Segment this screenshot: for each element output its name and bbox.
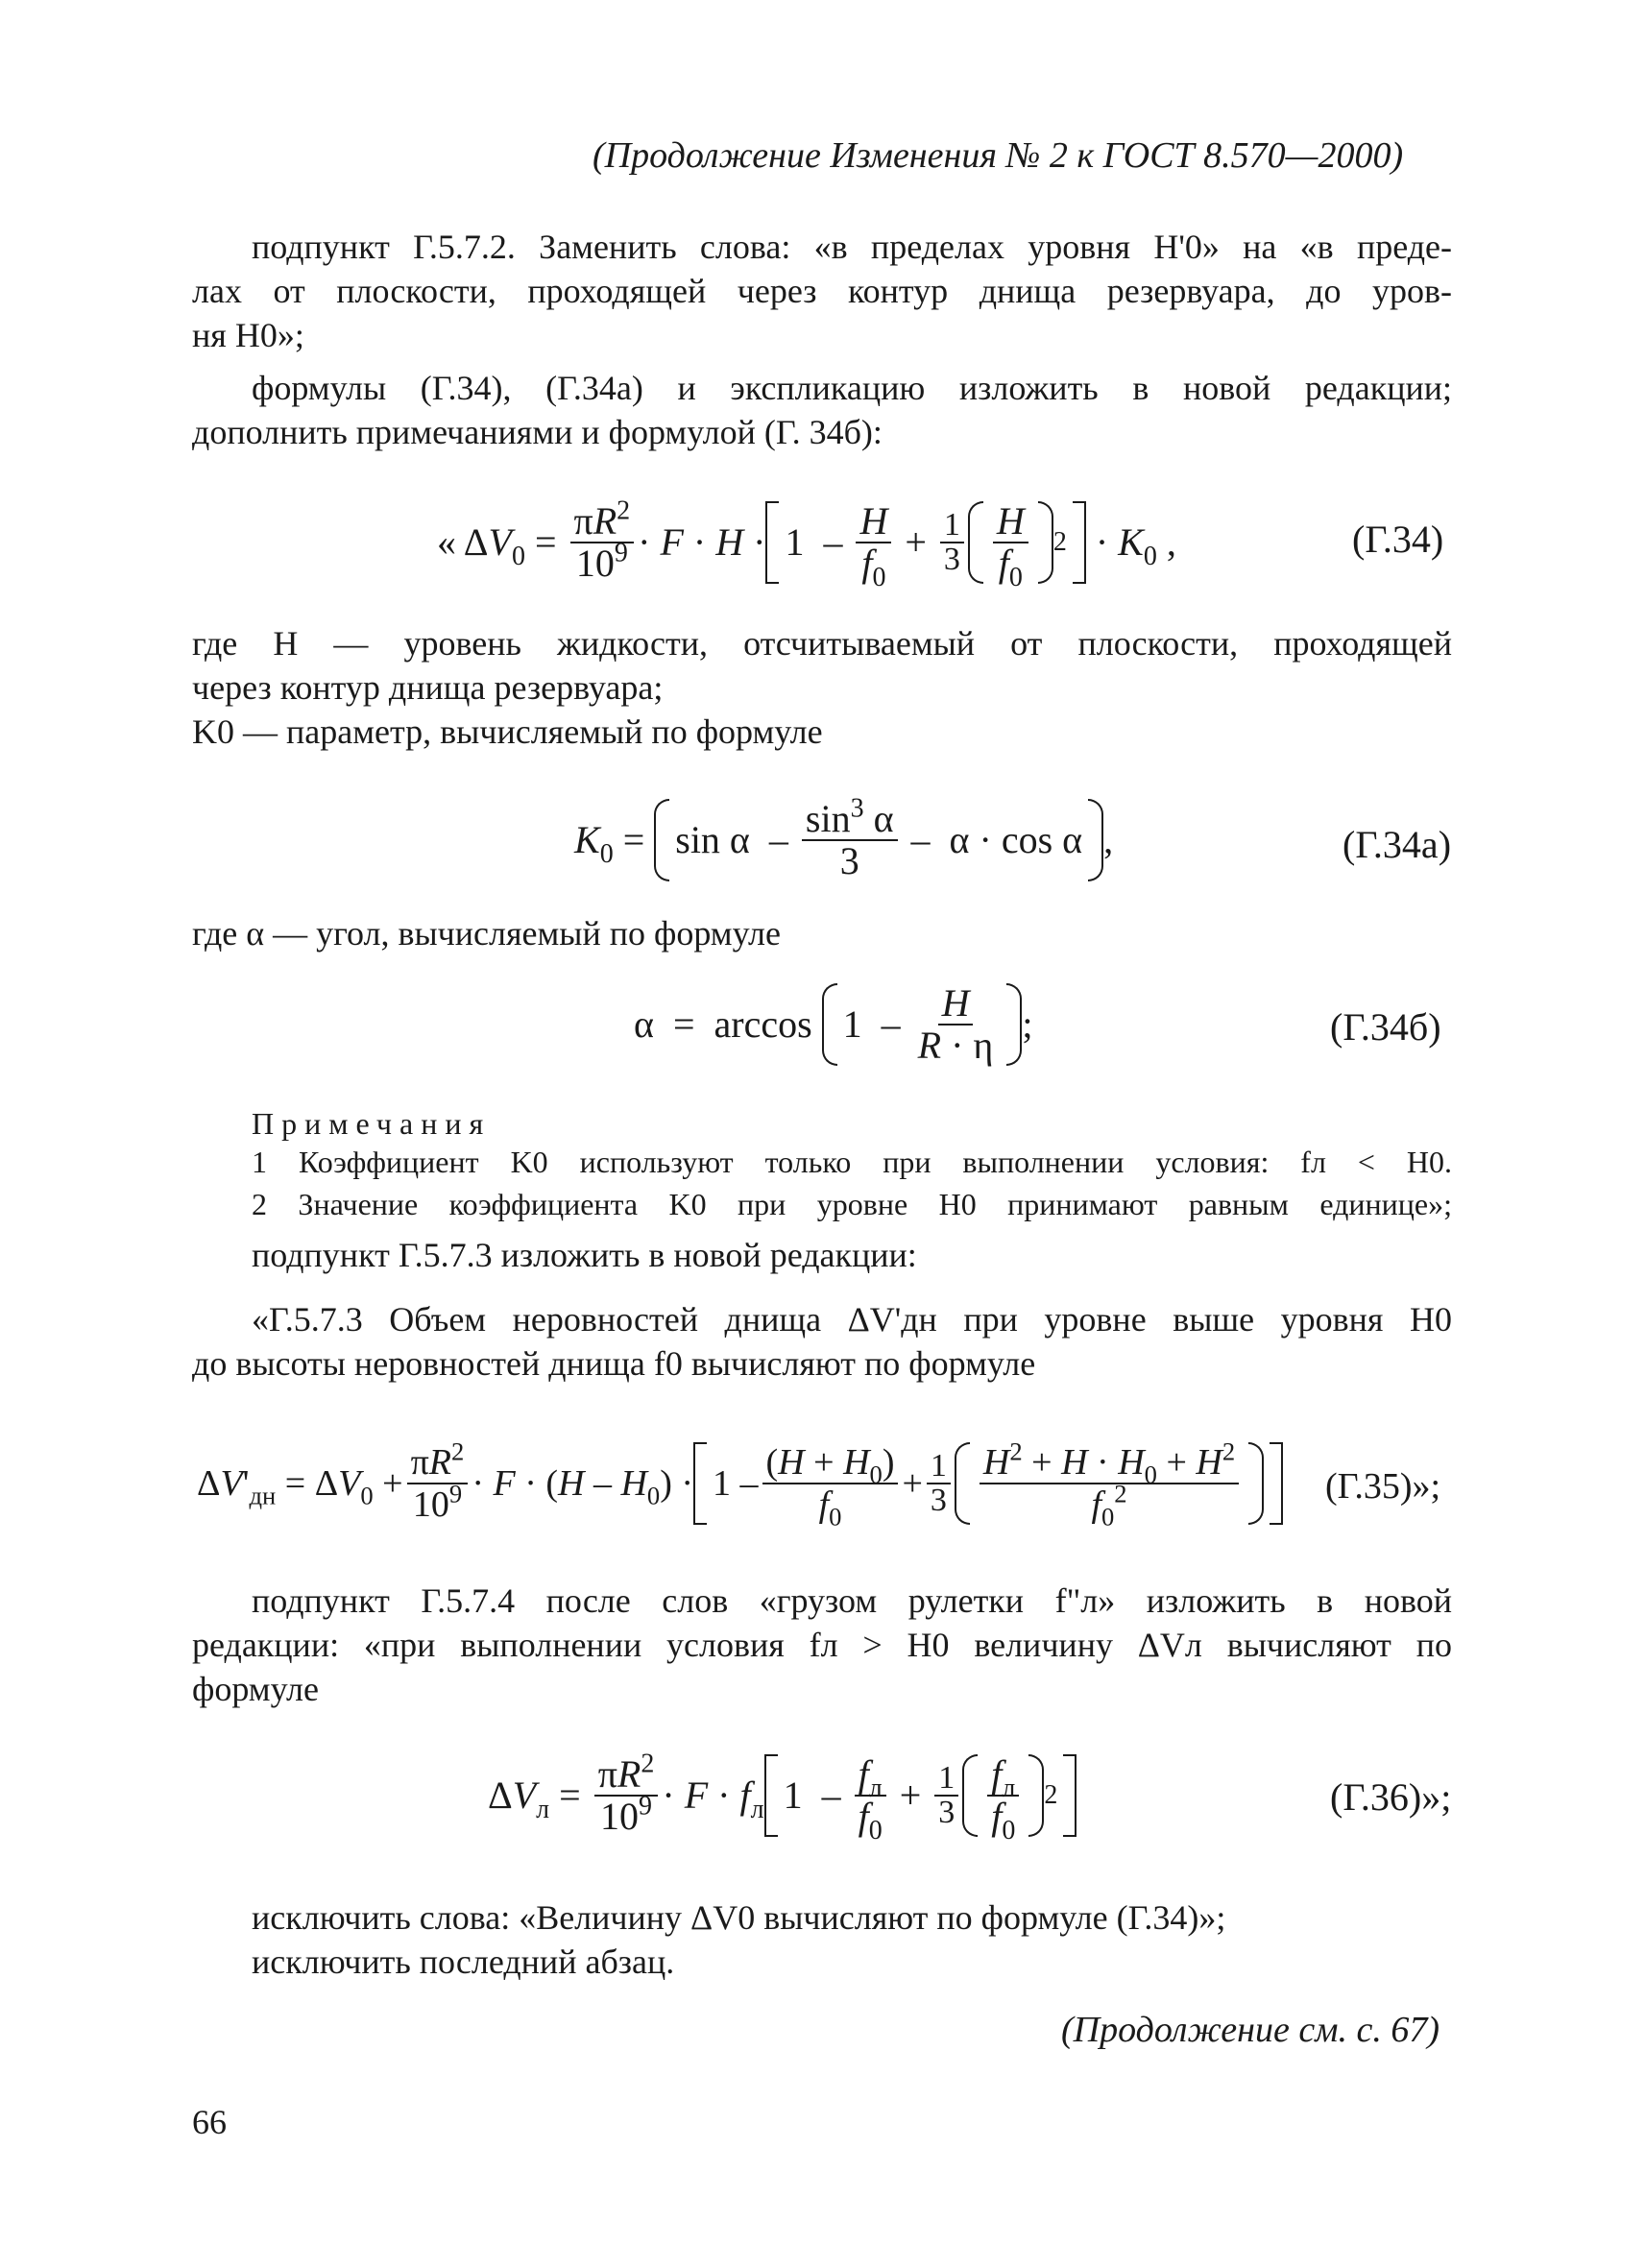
paragraph-4-line-2: до высоты неровностей днища f0 вычисляют по формуле [192, 1344, 1036, 1383]
paragraph-5-line-2: редакции: «при выполнении условия fл > H0 величину ΔVл вычисляют по [192, 1626, 1452, 1664]
paragraph-1-line-3: ня H0»; [192, 316, 304, 354]
equation-number-g34: (Г.34) [1352, 518, 1444, 561]
where-alpha: где α — угол, вычисляемый по формуле [192, 914, 781, 953]
paragraph-5-line-1: подпункт Г.5.7.4 после слов «грузом рулетки f"л» изложить в новой [252, 1581, 1452, 1620]
paragraph-6-line-1: исключить слова: «Величину ΔV0 вычисляют по формуле (Г.34)»; [252, 1898, 1226, 1937]
equation-number-g34a: (Г.34а) [1343, 823, 1452, 866]
paragraph-1-line-2: лах от плоскости, проходящей через контур днища резервуара, до уров- [192, 272, 1452, 310]
equation-number-g34b: (Г.34б) [1330, 1005, 1441, 1049]
paragraph-4-line-1: «Г.5.7.3 Объем неровностей днища ΔV'дн при уровне выше уровня H0 [252, 1300, 1452, 1339]
paragraph-6-line-2: исключить последний абзац. [252, 1942, 675, 1981]
where-h-line-1: где H — уровень жидкости, отсчитываемый от плоскости, проходящей [192, 624, 1452, 663]
where-h-line-2: через контур днища резервуара; [192, 668, 664, 707]
where-k0: K0 — параметр, вычисляемый по формуле [192, 712, 823, 751]
paragraph-2-line-1: формулы (Г.34), (Г.34а) и экспликацию изложить в новой редакции; [252, 369, 1452, 407]
page-number: 66 [192, 2103, 227, 2141]
formula-g34: « $\Delta V_0$ = $\frac{\pi R^2}{10^9}$ · F · H · 1 – $\frac{H}{f_0}$ + $\frac{1}{3}$ $\frac{H}{f_0}$ 2 · $K_0$ , [437, 495, 1176, 592]
page-header: (Продолжение Изменения № 2 к ГОСТ 8.570—2000) [593, 135, 1404, 176]
paragraph-1-line-1: подпункт Г.5.7.2. Заменить слова: «в пределах уровня H'0» на «в преде- [252, 228, 1452, 266]
continuation-note: (Продолжение см. с. 67) [1061, 2010, 1440, 2050]
note-2: 2 Значение коэффициента K0 при уровне H0 принимают равным единице»; [252, 1187, 1452, 1221]
formula-g34a: $K_0$ = sin α – $\frac{\sin^3 \alpha}{3}$ – α · cos α , [574, 793, 1114, 882]
note-1: 1 Коэффициент K0 используют только при выполнении условия: fл < H0. [252, 1145, 1452, 1179]
equation-number-g35: (Г.35)»; [1325, 1466, 1441, 1507]
formula-g36: $\Delta V_л$ = $\frac{\pi R^2}{10^9}$ · $F \cdot f_л$ 1 – $\frac{f_л}{f_0}$ + $\frac{1}{3}$ $\frac{f_л}{f_0}$ 2 [488, 1733, 1077, 1858]
paragraph-2-line-2: дополнить примечаниями и формулой (Г. 34б): [192, 413, 883, 451]
equation-number-g36: (Г.36)»; [1330, 1775, 1452, 1819]
formula-g34b: α = arccos 1 – $\frac{H}{R \cdot \eta}$ ; [634, 981, 1033, 1067]
formula-g35: $\Delta V'_{дн} = \Delta V_0$ + $\frac{\pi R^2}{10^9}$ · $F \cdot (H - H_0)$ · 1 – $\frac{(H + H_0)}{f_0}$ + $\frac{1}{3}$ $\frac{H^2 + H \cdot H_0 + H^2}{f_0^2}$ [197, 1421, 1283, 1546]
paragraph-5-line-3: формуле [192, 1670, 319, 1708]
notes-title: Примечания [252, 1106, 492, 1141]
paragraph-3: подпункт Г.5.7.3 изложить в новой редакции: [252, 1236, 917, 1274]
